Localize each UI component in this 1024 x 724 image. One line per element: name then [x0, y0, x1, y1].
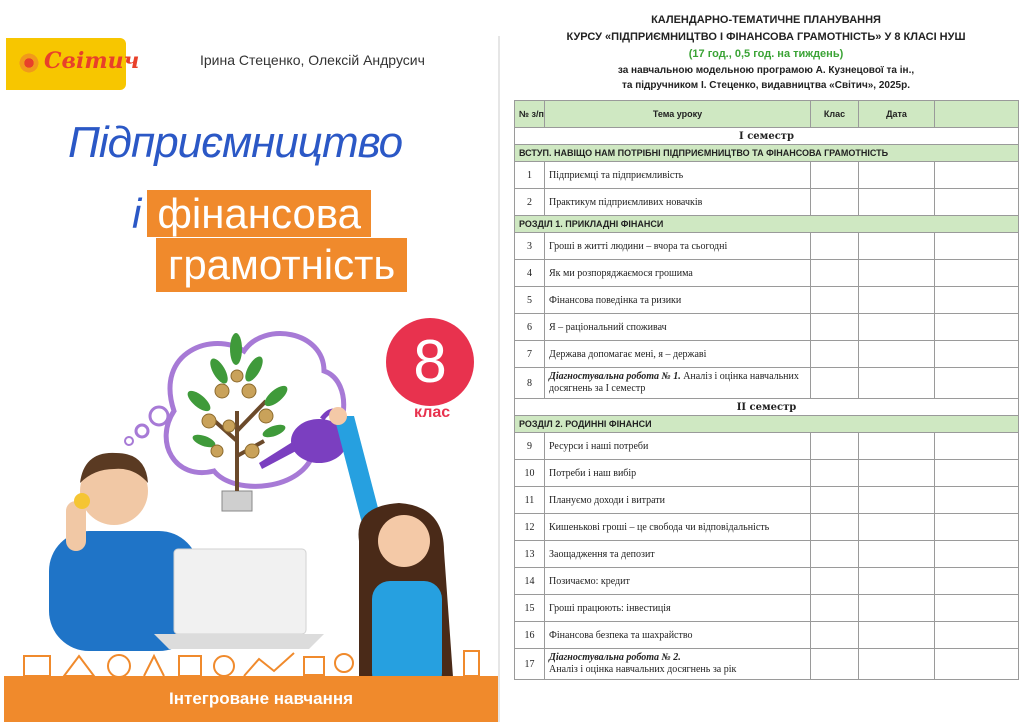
- title-word-i: і: [132, 190, 142, 237]
- book-authors: Ірина Стеценко, Олексій Андрусич: [200, 52, 425, 68]
- laptop-icon: [154, 549, 324, 649]
- girl-figure: [329, 407, 454, 691]
- table-row: 12 Кишенькові гроші – це свобода чи відповідальність: [515, 514, 1019, 541]
- grade-badge: 8: [386, 318, 474, 406]
- table-row: 17 Діагностувальна робота № 2. Аналіз і оцінка навчальних досягнень за рік: [515, 649, 1019, 680]
- sheet-textbook: та підручником І. Стеценко, видавництва «Світич», 2025р.: [621, 80, 910, 91]
- table-row: 15 Гроші працюють: інвестиція: [515, 595, 1019, 622]
- table-row: 11 Плануємо доходи і витрати: [515, 487, 1019, 514]
- table-row: 8 Діагностувальна робота № 1. Аналіз і оцінка навчальних досягнень за І семестр: [515, 368, 1019, 399]
- publisher-logo: [6, 38, 140, 90]
- table-row: 16 Фінансова безпека та шахрайство: [515, 622, 1019, 649]
- sheet-hours: (17 год., 0,5 год. на тиждень): [688, 48, 844, 60]
- cover-footer: Інтегроване навчання: [4, 676, 498, 722]
- table-row: 3 Гроші в житті людини – вчора та сьогодні: [515, 233, 1019, 260]
- semester-row: І семестр: [515, 128, 1019, 145]
- publisher-name: Світич: [44, 48, 140, 74]
- sun-icon: [18, 52, 40, 74]
- title-word-finansova: фінансова: [147, 190, 371, 237]
- section-row: РОЗДІЛ 2. РОДИННІ ФІНАНСИ: [515, 416, 1019, 433]
- table-row: 13 Заощадження та депозит: [515, 541, 1019, 568]
- col-topic: Тема уроку: [545, 101, 811, 128]
- book-title-line2: [132, 188, 371, 240]
- grade-label: клас: [414, 404, 451, 421]
- table-row: 9 Ресурси і наші потреби: [515, 433, 1019, 460]
- sheet-program: за навчальною модельною програмою А. Кузнецової та ін.,: [617, 65, 915, 76]
- section-row: РОЗДІЛ 1. ПРИКЛАДНІ ФІНАНСИ: [515, 216, 1019, 233]
- book-title-line3: грамотність: [156, 238, 407, 292]
- table-row: 7 Держава допомагає мені, я – державі: [515, 341, 1019, 368]
- table-header-row: [515, 101, 1019, 128]
- section-row: ВСТУП. НАВІЩО НАМ ПОТРІБНІ ПІДПРИЄМНИЦТВО ТА ФІНАНСОВА ГРАМОТНІСТЬ: [515, 145, 1019, 162]
- book-cover: [4, 36, 498, 722]
- planning-sheet: [510, 0, 1022, 724]
- table-row: 1 Підприємці та підприємливість: [515, 162, 1019, 189]
- table-row: 10 Потреби і наш вибір: [515, 460, 1019, 487]
- col-extra: [935, 101, 1019, 128]
- sheet-title: КАЛЕНДАРНО-ТЕМАТИЧНЕ ПЛАНУВАННЯ: [651, 14, 881, 26]
- col-class: Клас: [811, 101, 859, 128]
- table-row: 14 Позичаємо: кредит: [515, 568, 1019, 595]
- col-number: № з/п: [515, 101, 545, 128]
- table-row: 4 Як ми розпоряджаємося грошима: [515, 260, 1019, 287]
- sheet-course: КУРСУ «ПІДПРИЄМНИЦТВО І ФІНАНСОВА ГРАМОТНІСТЬ» У 8 КЛАСІ НУШ: [566, 31, 966, 43]
- book-title-line1: Підприємництво: [68, 118, 403, 167]
- plan-table: [514, 100, 1019, 680]
- col-date: Дата: [859, 101, 935, 128]
- semester-row: ІІ семестр: [515, 399, 1019, 416]
- table-row: 6 Я – раціональний споживач: [515, 314, 1019, 341]
- table-row: 5 Фінансова поведінка та ризики: [515, 287, 1019, 314]
- table-row: 2 Практикум підприємливих новачків: [515, 189, 1019, 216]
